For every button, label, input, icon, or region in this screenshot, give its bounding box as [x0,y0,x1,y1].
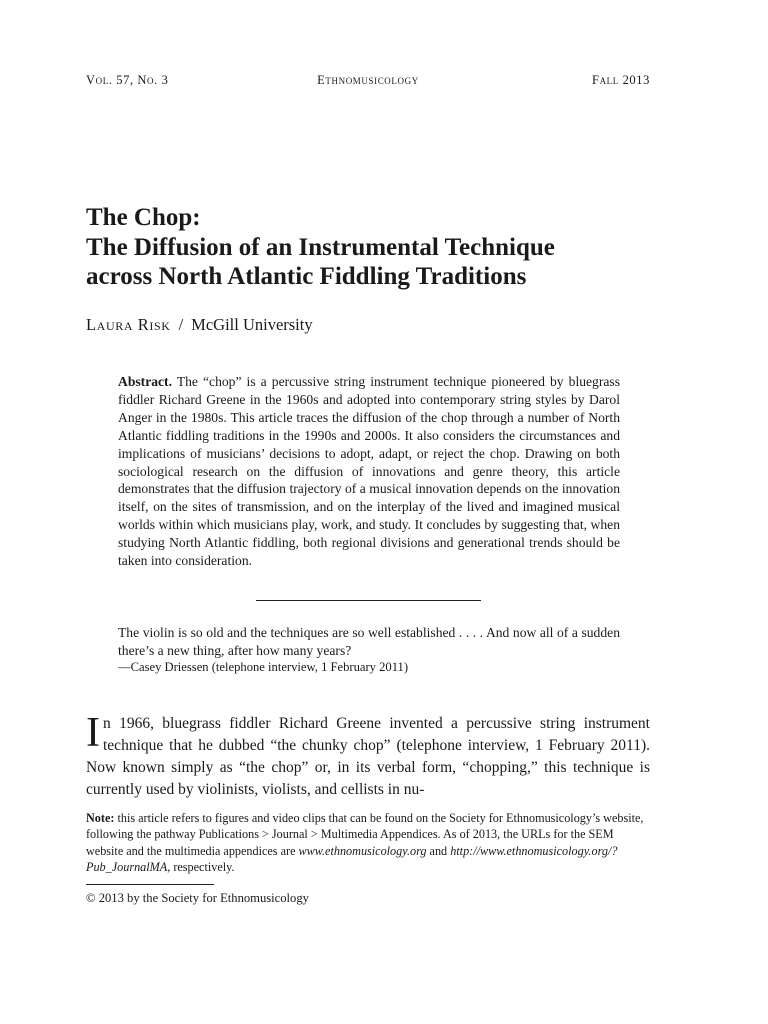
drop-cap: I [86,710,100,756]
title-line: The Chop: [86,204,201,231]
epigraph [118,624,620,677]
author-name: Laura Risk [86,315,171,334]
title-line: The Diffusion of an Instrumental Technique [86,233,555,261]
abstract [118,373,620,570]
issue-season: Fall 2013 [592,73,650,87]
note-text: this article refers to figures and video clips that can be found on the Society for Ethnomusicology’s website, following the pathway Publications > Journal > Multimedia Appendices. As of 2013, the URLs for the SEM website and the multimedia appendices are [86,811,644,858]
epigraph-quote: The violin is so old and the techniques are so well established . . . . And now all of a sudden there’s a new thing, after how many years? [118,625,620,658]
multimedia-appendices-link[interactable]: http://www.ethnomusicology.org/?Pub_JournalMA [86,843,618,875]
running-head [86,73,650,89]
note-end: , respectively. [167,860,235,875]
epigraph-attribution: —Casey Driessen (telephone interview, 1 February 2011) [118,660,409,674]
footnote [86,810,652,876]
note-and: and [426,843,451,858]
body-text: n 1966, bluegrass fiddler Richard Greene invented a percussive string instrument technique that he dubbed “the chunky chop” (telephone interview, 1 February 2011). Now known simply as “the chop” or, in its verbal form, “chopping,” this technique is currently used by violinists, violists, and cellists in nu- [86,715,650,798]
volume-issue: Vol. 57, No. 3 [86,73,169,87]
section-divider [256,600,481,601]
author-affiliation: McGill University [191,315,313,334]
title-line: across North Atlantic Fiddling Traditions [86,263,527,290]
note-label: Note: [86,811,115,825]
abstract-label: Abstract. [118,374,172,389]
sem-website-link[interactable]: www.ethnomusicology.org [298,843,427,858]
footer-rule [86,884,214,885]
copyright-notice: © 2013 by the Society for Ethnomusicology [86,891,309,905]
journal-name: Ethnomusicology [317,73,419,87]
byline [86,315,313,335]
article-title [86,203,666,292]
abstract-text: The “chop” is a percussive string instrument technique pioneered by bluegrass fiddler Richard Greene in the 1960s and adopted into contemporary string styles by Darol Anger in the 1980s. This article traces the diffusion of the chop through a number of North Atlantic fiddling traditions in the 1990s and 2000s. It also considers the circumstances and implications of musicians’ decisions to adopt, adapt, or reject the chop. Drawing on both sociological research on the diffusion of innovations and genre theory, this article demonstrates that the diffusion trajectory of a musical innovation depends on the innovation itself, on the sites of transmission, and on the interplay of the lived and imagined musical worlds within which musicians play, work, and study. It concludes by suggesting that, when studying North Atlantic fiddling, both regional divisions and generational trends should be taken into consideration. [118,374,620,569]
body-paragraph [86,710,650,801]
byline-separator: / [178,315,184,334]
